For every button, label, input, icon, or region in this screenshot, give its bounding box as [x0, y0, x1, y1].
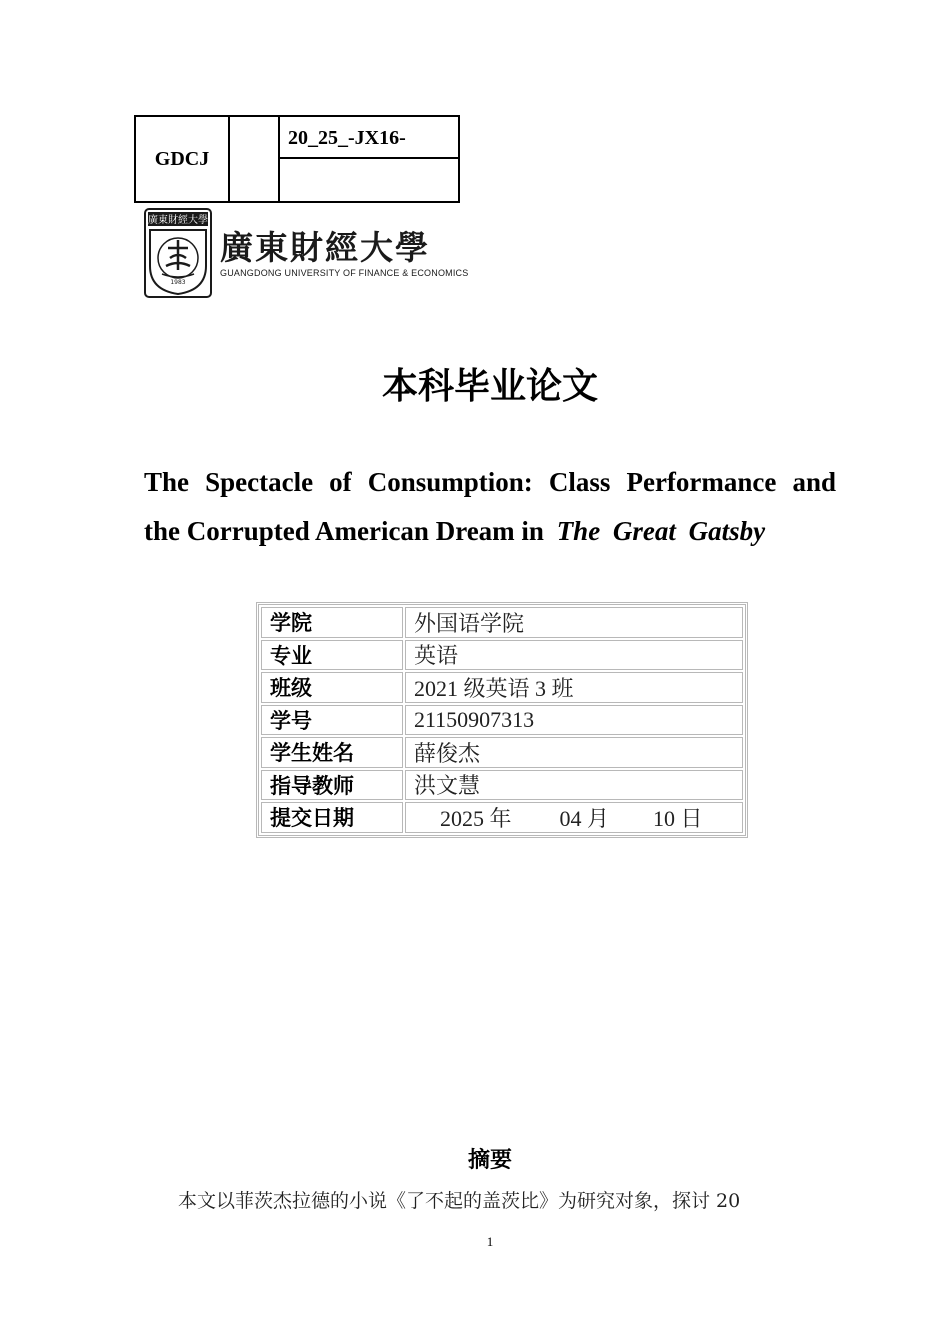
code-prefix: GDCJ — [136, 117, 230, 201]
table-row — [260, 769, 744, 802]
university-logo — [144, 208, 474, 300]
info-label-student-name: 学生姓名 — [261, 737, 403, 768]
info-value-submit-date — [405, 802, 743, 833]
thesis-title-line2 — [144, 507, 836, 556]
abstract-text: 本文以菲茨杰拉德的小说《了不起的盖茨比》为研究对象，探讨 20 — [178, 1190, 741, 1212]
seal-year: 1983 — [170, 279, 186, 286]
table-row — [260, 801, 744, 834]
info-value-class: 2021 级英语 3 班 — [405, 672, 743, 703]
info-label-advisor: 指导教师 — [261, 770, 403, 801]
code-number-blank-cell — [280, 159, 458, 201]
university-name-cn: 廣東財經大學 — [220, 228, 430, 267]
date-day: 10 日 — [653, 805, 703, 831]
thesis-title — [144, 458, 836, 556]
university-name-en: GUANGDONG UNIVERSITY OF FINANCE & ECONOMICS — [220, 268, 469, 278]
thesis-title-line2-prefix: the Corrupted American Dream in — [144, 516, 544, 546]
info-label-student-id: 学号 — [261, 705, 403, 736]
table-row — [260, 736, 744, 769]
info-value-college: 外国语学院 — [405, 607, 743, 638]
info-label-college: 学院 — [261, 607, 403, 638]
info-value-student-name: 薛俊杰 — [405, 737, 743, 768]
university-seal-icon — [144, 208, 212, 298]
info-value-advisor: 洪文慧 — [405, 770, 743, 801]
code-blank-cell — [230, 117, 280, 201]
thesis-title-line1: The Spectacle of Consumption: Class Performance and — [144, 467, 836, 497]
info-label-major: 专业 — [261, 640, 403, 671]
date-year: 2025 年 — [440, 805, 512, 831]
date-month: 04 月 — [559, 805, 610, 831]
info-value-major: 英语 — [405, 640, 743, 671]
code-number: 20_25_-JX16- — [280, 117, 458, 159]
thesis-title-book-name: The Great Gatsby — [556, 516, 766, 546]
table-row — [260, 704, 744, 737]
info-value-student-id: 21150907313 — [405, 705, 743, 736]
document-code-table — [134, 115, 460, 203]
table-row — [260, 671, 744, 704]
abstract-heading: 摘要 — [467, 1148, 512, 1173]
seal-top-text: 廣東財經大學 — [148, 215, 208, 226]
table-row — [260, 606, 744, 639]
info-label-class: 班级 — [261, 672, 403, 703]
student-info-table — [256, 602, 748, 838]
table-row — [260, 639, 744, 672]
page-number: 1 — [486, 1234, 494, 1249]
page-title: 本科毕业论文 — [381, 366, 598, 407]
info-label-submit-date: 提交日期 — [261, 802, 403, 833]
